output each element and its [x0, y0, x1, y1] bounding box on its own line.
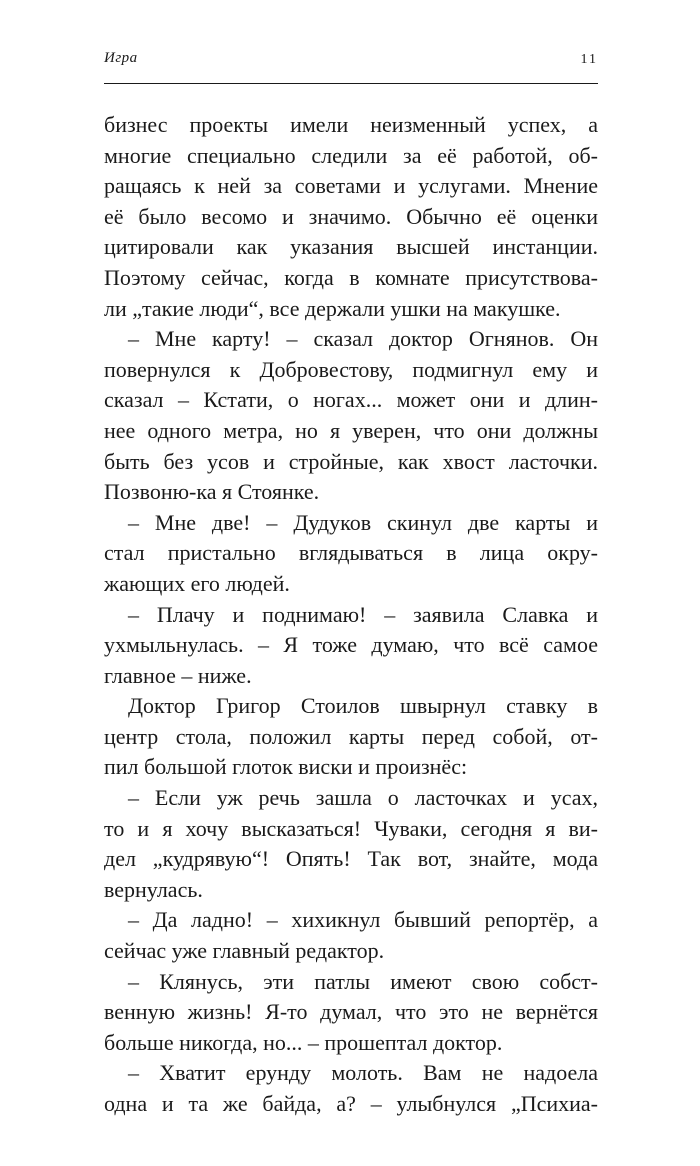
text-line: – Да ладно! – хихикнул бывший репортёр, а: [128, 907, 598, 933]
page-number: 11: [580, 52, 598, 67]
header-rule: [104, 83, 598, 84]
text-line: – Клянусь, эти патлы имеют свою собст-: [128, 968, 598, 994]
text-line: – Мне карту! – сказал доктор Огнянов. Он: [128, 326, 598, 352]
text-line: Позвоню-ка я Стоянке.: [104, 479, 320, 505]
text-line: главное – ниже.: [104, 662, 252, 688]
text-line: венную жизнь! Я-то думал, что это не вернётся: [104, 999, 598, 1025]
text-line: – Если уж речь зашла о ласточках и усах,: [128, 785, 598, 811]
text-line: дел „кудрявую“! Опять! Так вот, знайте, мода: [104, 846, 598, 872]
text-line: бизнес проекты имели неизменный успех, а: [104, 112, 598, 137]
text-line: то и я хочу высказаться! Чуваки, сегодня я ви-: [104, 815, 598, 841]
body-text: [104, 110, 598, 1120]
text-line: цитировали как указания высшей инстанции.: [104, 234, 598, 260]
running-title: Игра: [104, 50, 138, 66]
text-line: – Мне две! – Дудуков скинул две карты и: [128, 509, 598, 535]
text-line: Доктор Григор Стоилов швырнул ставку в: [128, 693, 598, 719]
text-line: одна и та же байда, а? – улыбнулся „Психиа-: [104, 1091, 598, 1116]
text-line: ращаясь к ней за советами и услугами. Мнение: [104, 173, 598, 199]
page-header: [104, 50, 598, 76]
text-line: сказал – Кстати, о ногах... может они и длин-: [104, 387, 598, 413]
text-line: стал пристально вглядываться в лица окру-: [104, 540, 598, 566]
text-line: вернулась.: [104, 876, 203, 902]
text-line: – Хватит ерунду молоть. Вам не надоела: [128, 1060, 598, 1086]
text-line: сейчас уже главный редактор.: [104, 938, 385, 964]
text-line: повернулся к Добровестову, подмигнул ему и: [104, 356, 598, 382]
text-line: центр стола, положил карты перед собой, от-: [104, 723, 598, 749]
text-line: нее одного метра, но я уверен, что они должны: [104, 417, 598, 443]
text-line: пил большой глоток виски и произнёс:: [104, 754, 468, 780]
text-line: ли „такие люди“, все держали ушки на макушке.: [104, 295, 561, 321]
text-line: – Плачу и поднимаю! – заявила Славка и: [128, 601, 598, 627]
text-line: её было весомо и значимо. Обычно её оценки: [104, 203, 598, 229]
text-line: жающих его людей.: [104, 570, 290, 596]
text-line: многие специально следили за её работой, об-: [104, 142, 598, 168]
text-line: Поэтому сейчас, когда в комнате присутствова-: [104, 264, 598, 290]
text-line: быть без усов и стройные, как хвост ласточки.: [104, 448, 598, 474]
text-line: больше никогда, но... – прошептал доктор.: [104, 1029, 503, 1055]
text-line: ухмыльнулась. – Я тоже думаю, что всё самое: [104, 632, 598, 658]
